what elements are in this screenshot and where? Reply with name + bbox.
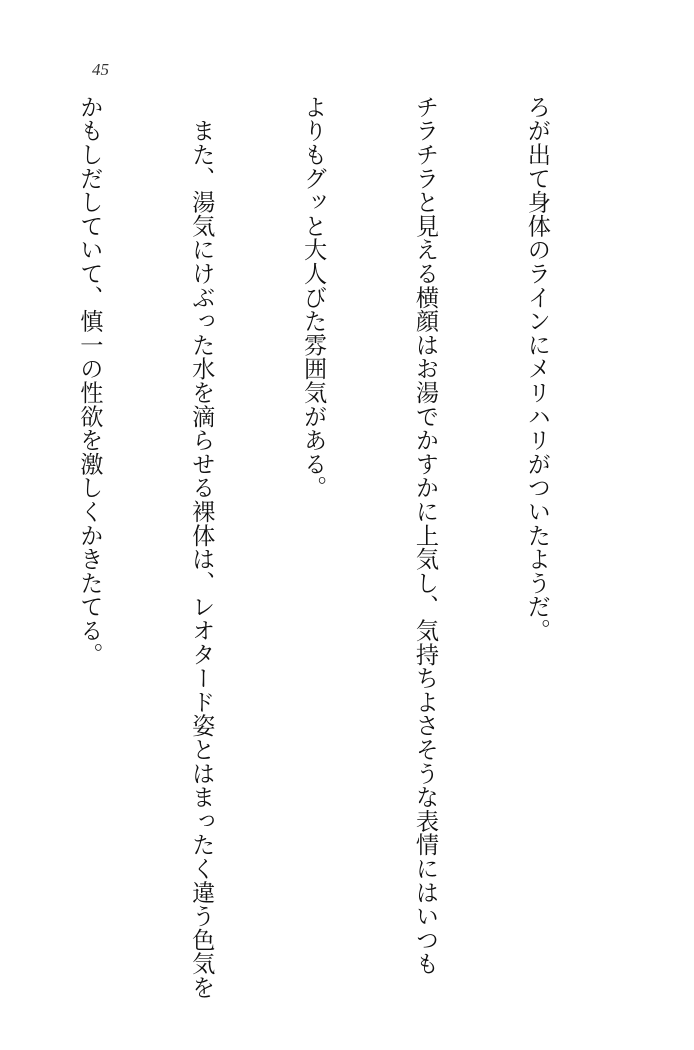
vertical-text-body xyxy=(0,95,630,1000)
text-line-5: かもしだしていて、慎一の性欲を激しくかきたてる。 xyxy=(75,95,103,667)
text-line-1: ろが出て身体のラインにメリハリがついたようだ。 xyxy=(523,95,551,643)
text-line-2: チラチラと見える横顔はお湯でかすかに上気し、気持ちよさそうな表情にはいつも xyxy=(411,95,439,976)
text-line-3: よりもグッと大人びた雰囲気がある。 xyxy=(299,95,327,500)
page-number: 45 xyxy=(92,60,109,79)
text-line-4: また、湯気にけぶった水を滴らせる裸体は、レオタード姿とはまったく違う色気を xyxy=(187,95,215,1000)
